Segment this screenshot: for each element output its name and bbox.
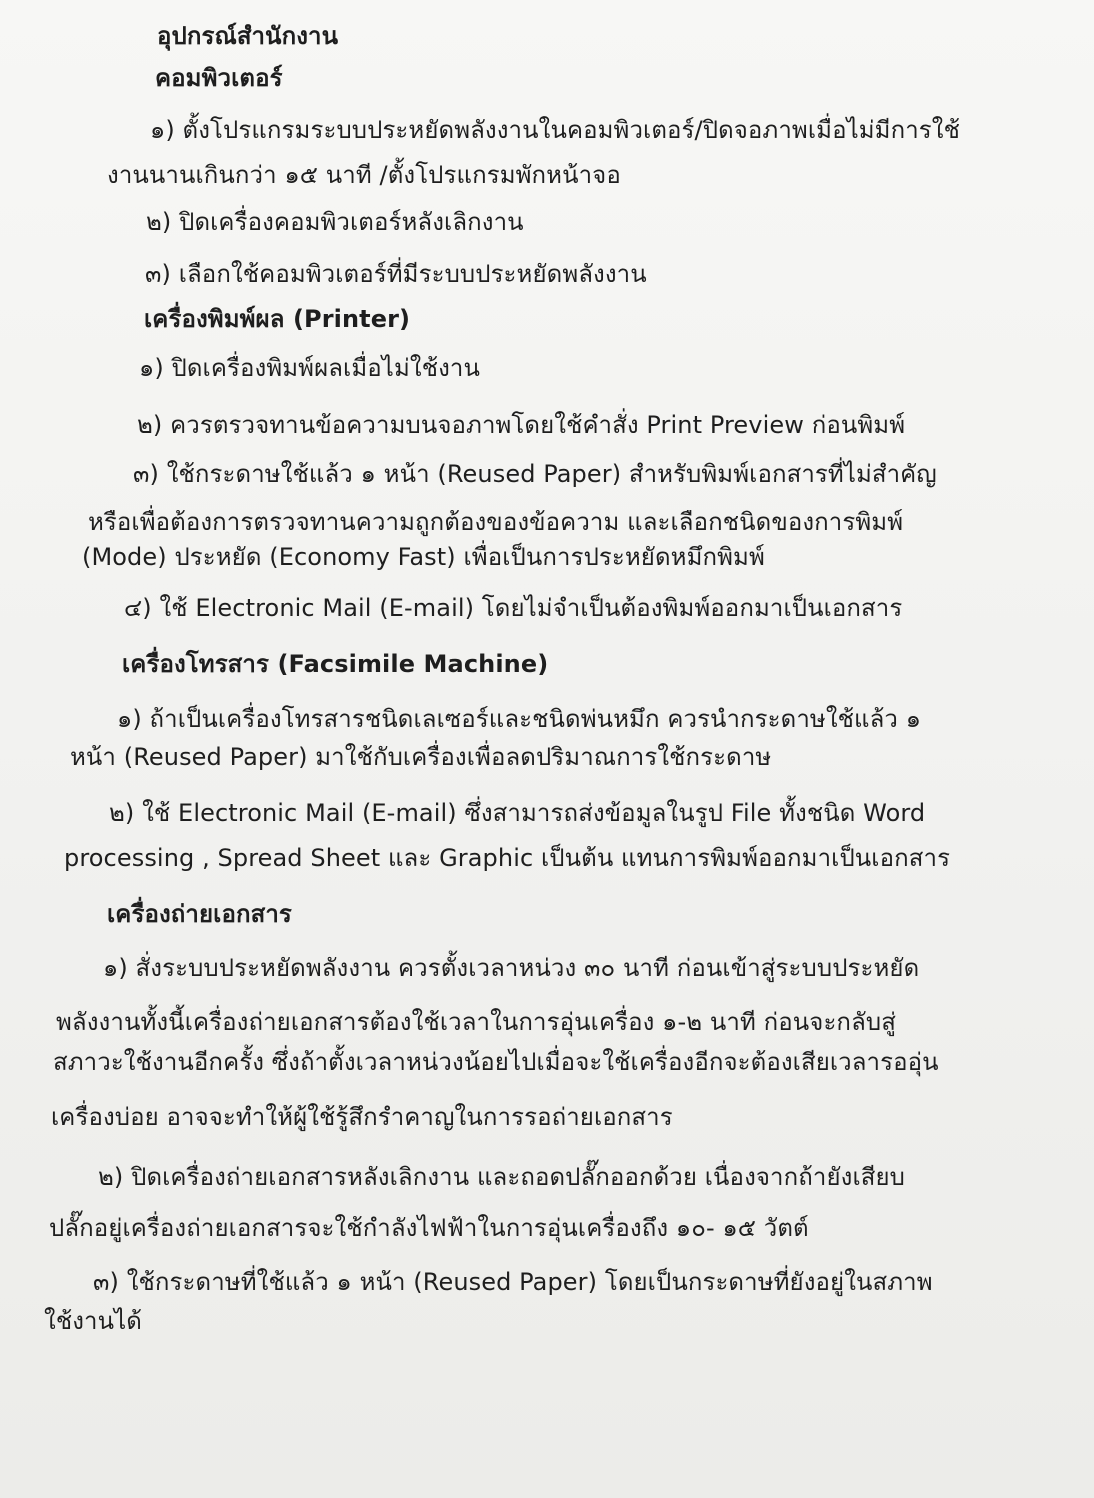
section-heading-computer: คอมพิวเตอร์ xyxy=(155,64,283,92)
printer-item-1: ๑) ปิดเครื่องพิมพ์ผลเมื่อไม่ใช้งาน xyxy=(139,354,480,382)
photocopier-item-1-line-3: สภาวะใช้งานอีกครั้ง ซึ่งถ้าตั้งเวลาหน่วงน้อยไปเมื่อจะใช้เครื่องอีกจะต้องเสียเวลารออุ่น xyxy=(53,1048,939,1076)
computer-item-1-line-1: ๑) ตั้งโปรแกรมระบบประหยัดพลังงานในคอมพิวเตอร์/ปิดจอภาพเมื่อไม่มีการใช้ xyxy=(150,116,960,144)
section-heading-printer: เครื่องพิมพ์ผล (Printer) xyxy=(144,305,411,333)
printer-item-4: ๔) ใช้ Electronic Mail (E-mail) โดยไม่จำเป็นต้องพิมพ์ออกมาเป็นเอกสาร xyxy=(124,594,903,622)
computer-item-3: ๓) เลือกใช้คอมพิวเตอร์ที่มีระบบประหยัดพลังงาน xyxy=(145,260,647,288)
computer-item-1-line-2: งานนานเกินกว่า ๑๕ นาที /ตั้งโปรแกรมพักหน้าจอ xyxy=(107,161,621,189)
photocopier-item-1-line-2: พลังงานทั้งนี้เครื่องถ่ายเอกสารต้องใช้เวลาในการอุ่นเครื่อง ๑-๒ นาที ก่อนจะกลับสู่ xyxy=(56,1008,896,1036)
photocopier-item-1-line-4: เครื่องบ่อย อาจจะทำให้ผู้ใช้รู้สึกรำคาญในการรอถ่ายเอกสาร xyxy=(51,1103,673,1131)
computer-item-2: ๒) ปิดเครื่องคอมพิวเตอร์หลังเลิกงาน xyxy=(146,208,524,236)
fax-item-2-line-2: processing , Spread Sheet และ Graphic เป็นต้น แทนการพิมพ์ออกมาเป็นเอกสาร xyxy=(64,844,951,872)
section-heading-photocopier: เครื่องถ่ายเอกสาร xyxy=(107,900,292,928)
document-title: อุปกรณ์สำนักงาน xyxy=(157,22,339,50)
photocopier-item-1-line-1: ๑) สั่งระบบประหยัดพลังงาน ควรตั้งเวลาหน่วง ๓๐ นาที ก่อนเข้าสู่ระบบประหยัด xyxy=(103,954,920,982)
fax-item-2-line-1: ๒) ใช้ Electronic Mail (E-mail) ซึ่งสามารถส่งข้อมูลในรูป File ทั้งชนิด Word xyxy=(109,799,926,827)
fax-item-1-line-1: ๑) ถ้าเป็นเครื่องโทรสารชนิดเลเซอร์และชนิดพ่นหมึก ควรนำกระดาษใช้แล้ว ๑ xyxy=(117,705,922,733)
printer-item-3-line-2: หรือเพื่อต้องการตรวจทานความถูกต้องของข้อความ และเลือกชนิดของการพิมพ์ xyxy=(88,508,904,536)
photocopier-item-3-line-2: ใช้งานได้ xyxy=(44,1307,142,1335)
photocopier-item-2-line-2: ปลั๊กอยู่เครื่องถ่ายเอกสารจะใช้กำลังไฟฟ้าในการอุ่นเครื่องถึง ๑๐- ๑๕ วัตต์ xyxy=(49,1214,809,1242)
printer-item-3-line-3: (Mode) ประหยัด (Economy Fast) เพื่อเป็นการประหยัดหมึกพิมพ์ xyxy=(82,543,765,571)
section-heading-fax: เครื่องโทรสาร (Facsimile Machine) xyxy=(122,650,549,678)
printer-item-2: ๒) ควรตรวจทานข้อความบนจอภาพโดยใช้คำสั่ง Print Preview ก่อนพิมพ์ xyxy=(137,411,906,439)
photocopier-item-3-line-1: ๓) ใช้กระดาษที่ใช้แล้ว ๑ หน้า (Reused Paper) โดยเป็นกระดาษที่ยังอยู่ในสภาพ xyxy=(93,1268,933,1296)
printer-item-3-line-1: ๓) ใช้กระดาษใช้แล้ว ๑ หน้า (Reused Paper) สำหรับพิมพ์เอกสารที่ไม่สำคัญ xyxy=(133,460,937,488)
photocopier-item-2-line-1: ๒) ปิดเครื่องถ่ายเอกสารหลังเลิกงาน และถอดปลั๊กออกด้วย เนื่องจากถ้ายังเสียบ xyxy=(98,1163,905,1191)
fax-item-1-line-2: หน้า (Reused Paper) มาใช้กับเครื่องเพื่อลดปริมาณการใช้กระดาษ xyxy=(70,743,772,771)
